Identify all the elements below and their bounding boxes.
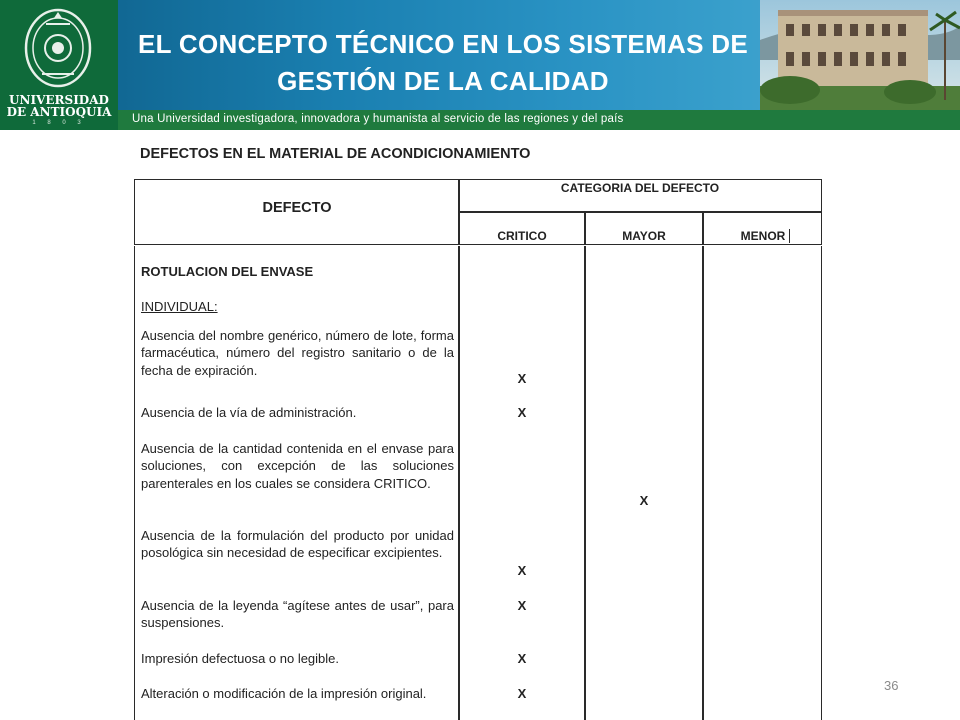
table-row-mark: X (517, 405, 527, 420)
university-logo (0, 0, 118, 130)
table-divider (458, 246, 460, 720)
table-row-mark: X (639, 493, 649, 508)
table-row-defect-text: Ausencia de la cantidad contenida en el envase para soluciones, con excepción de las soluciones parenterales en los cuales se considera CRITICO. (141, 441, 454, 491)
university-seal-icon (22, 8, 94, 92)
slide-title-line2: GESTIÓN DE LA CALIDAD (277, 66, 609, 96)
category-group-header: CATEGORIA DEL DEFECTO (560, 181, 720, 195)
table-row-defect-text: Ausencia de la vía de administración. (141, 405, 357, 420)
university-tagline: Una Universidad investigadora, innovadora y humanista al servicio de las regiones y del país (132, 113, 624, 125)
column-header-mayor: MAYOR (622, 229, 666, 243)
slide-number: 36 (884, 678, 899, 693)
column-header-critico: CRITICO (497, 229, 547, 243)
table-row-mark: X (517, 598, 527, 613)
table-row-mark: X (517, 563, 527, 578)
table-row-defect-text: Alteración o modificación de la impresión original. (141, 686, 427, 701)
table-row-defect-text: Ausencia de la leyenda “agítese antes de usar”, para suspensiones. (141, 598, 454, 631)
university-name-line2: DE ANTIOQUIA (6, 105, 112, 119)
table-row-defect-text: Ausencia del nombre genérico, número de lote, forma farmacéutica, número del registro sanitario o de la fecha de expiración. (141, 328, 454, 378)
table-divider (702, 246, 704, 720)
subsection-title: INDIVIDUAL: (141, 299, 218, 314)
table-divider (458, 211, 822, 213)
campus-building-photo (760, 0, 960, 110)
section-title: ROTULACION DEL ENVASE (141, 264, 314, 279)
table-row-defect-text: Ausencia de la formulación del producto por unidad posológica sin necesidad de especificar excipientes. (141, 528, 454, 561)
column-header-menor: MENOR (740, 229, 786, 243)
table-row-defect-text: Impresión defectuosa o no legible. (141, 651, 340, 666)
table-row-mark: X (517, 371, 527, 386)
slide-title-line1: EL CONCEPTO TÉCNICO EN LOS SISTEMAS DE (138, 29, 748, 59)
slide-title (118, 26, 768, 100)
defect-column-header: DEFECTO (262, 200, 332, 216)
university-year: 1 8 0 3 (32, 120, 86, 126)
university-name-line1: UNIVERSIDAD (9, 93, 109, 107)
tagline-bar (118, 110, 960, 130)
table-row-mark: X (517, 651, 527, 666)
table-divider (584, 246, 586, 720)
document-heading: DEFECTOS EN EL MATERIAL DE ACONDICIONAMIENTO (140, 146, 531, 162)
table-row-mark: X (517, 686, 527, 701)
